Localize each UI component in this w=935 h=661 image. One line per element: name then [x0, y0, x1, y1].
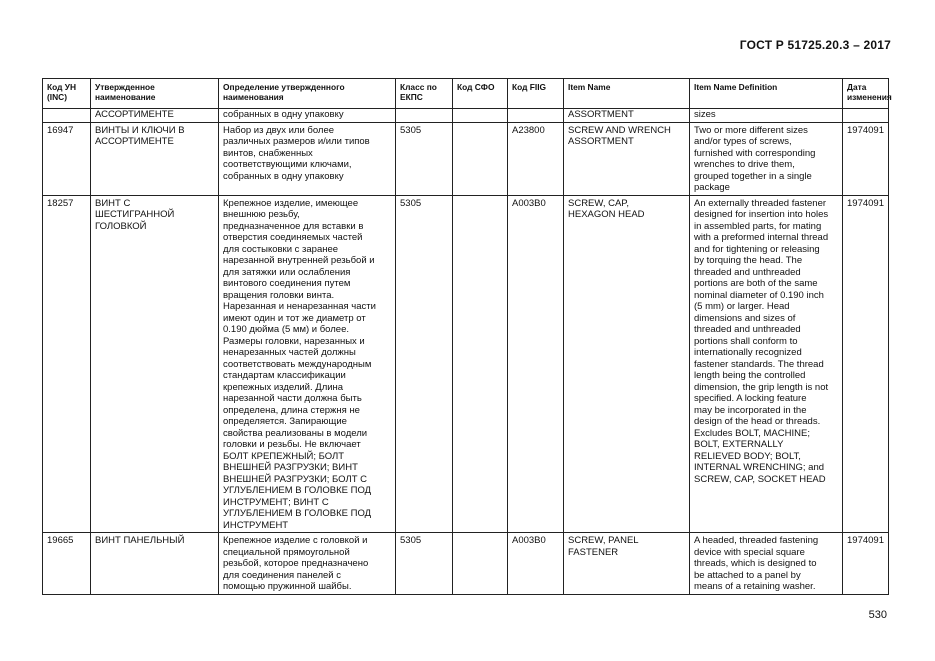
- cell-item-name: SCREW, PANEL FASTENER: [564, 533, 690, 595]
- header-fsc: Класс по ЕКПС: [396, 79, 453, 109]
- cell-date: 1974091: [843, 195, 889, 533]
- table-row-continuation: [43, 109, 889, 123]
- table-row: [43, 195, 889, 533]
- cell-sfo: [453, 109, 508, 123]
- cell-definition: Крепежное изделие, имеющее внешнюю резьбу, предназначенное для вставки в отверстия соединяемых частей для состыковки с заранее нарезанной внутренней резьбой и для затяжки или ослабления винтового соединения путем вращения головки винта. Нарезанная и ненарезанная части имеют один и тот же диаметр от 0.190 дюйма (5 мм) и более. Размеры головки, нарезанных и ненарезанных частей должны соответствовать международным стандартам классификации крепежных изделий. Длина нарезанной части должна быть определена, длина стержня не определяется. Запирающие свойства реализованы в модели головки и резьбы. Не включает БОЛТ КРЕПЕЖНЫЙ; БОЛТ ВНЕШНЕЙ РАЗГРУЗКИ; ВИНТ ВНЕШНЕЙ РАЗГРУЗКИ; БОЛТ С УГЛУБЛЕНИЕМ В ГОЛОВКЕ ПОД ИНСТРУМЕНТ; ВИНТ С УГЛУБЛЕНИЕМ В ГОЛОВКЕ ПОД ИНСТРУМЕНТ: [219, 195, 396, 533]
- cell-item-definition: A headed, threaded fastening device with special square threads, which is designed to be attached to a panel by means of a retaining washer.: [690, 533, 843, 595]
- cell-definition: Крепежное изделие с головкой и специальной прямоугольной резьбой, которое предназначено для соединения панелей с помощью пружинной шайбы.: [219, 533, 396, 595]
- cell-item-definition: Two or more different sizes and/or types of screws, furnished with corresponding wrenches to drive them, grouped together in a single package: [690, 122, 843, 195]
- document-code: ГОСТ Р 51725.20.3 – 2017: [739, 38, 891, 52]
- header-item-name: Item Name: [564, 79, 690, 109]
- cell-date: [843, 109, 889, 123]
- cell-inc: [43, 109, 91, 123]
- cell-approved-name: АССОРТИМЕНТЕ: [91, 109, 219, 123]
- cell-fsc: 5305: [396, 122, 453, 195]
- cell-item-name: ASSORTMENT: [564, 109, 690, 123]
- cell-fiig: A23800: [508, 122, 564, 195]
- cell-definition: Набор из двух или более различных размеров и/или типов винтов, снабженных соответствующими ключами, собранных в одну упаковку: [219, 122, 396, 195]
- cell-sfo: [453, 195, 508, 533]
- cell-item-name: SCREW, CAP, HEXAGON HEAD: [564, 195, 690, 533]
- header-date: Дата изменения: [843, 79, 889, 109]
- header-fiig: Код FIIG: [508, 79, 564, 109]
- cell-sfo: [453, 122, 508, 195]
- cell-fsc: 5305: [396, 195, 453, 533]
- header-definition: Определение утвержденного наименования: [219, 79, 396, 109]
- cell-inc: 16947: [43, 122, 91, 195]
- cell-fsc: 5305: [396, 533, 453, 595]
- table-row: [43, 122, 889, 195]
- header-sfo: Код СФО: [453, 79, 508, 109]
- header-inc: Код УН (INC): [43, 79, 91, 109]
- cell-sfo: [453, 533, 508, 595]
- cell-date: 1974091: [843, 533, 889, 595]
- cell-fiig: A003B0: [508, 195, 564, 533]
- cell-approved-name: ВИНТ С ШЕСТИГРАННОЙ ГОЛОВКОЙ: [91, 195, 219, 533]
- cell-definition: собранных в одну упаковку: [219, 109, 396, 123]
- header-approved-name: Утвержденное наименование: [91, 79, 219, 109]
- cell-inc: 19665: [43, 533, 91, 595]
- cell-fiig: A003B0: [508, 533, 564, 595]
- cell-item-definition: An externally threaded fastener designed for insertion into holes in assembled parts, for mating with a preformed internal thread and for tightening or releasing by torquing the head. The threaded and unthreaded portions are both of the same nominal diameter of 0.190 inch (5 mm) or larger. Head dimensions and sizes of threaded and unthreaded portions shall conform to internationally recognized fastener standards. The thread length being the controlled dimension, the grip length is not specified. A locking feature may be incorporated in the design of the head or threads. Excludes BOLT, MACHINE; BOLT, EXTERNALLY RELIEVED BODY; BOLT, INTERNAL WRENCHING; and SCREW, CAP, SOCKET HEAD: [690, 195, 843, 533]
- cell-item-definition: sizes: [690, 109, 843, 123]
- cell-fiig: [508, 109, 564, 123]
- cell-approved-name: ВИНТ ПАНЕЛЬНЫЙ: [91, 533, 219, 595]
- cell-approved-name: ВИНТЫ И КЛЮЧИ В АССОРТИМЕНТЕ: [91, 122, 219, 195]
- cell-item-name: SCREW AND WRENCH ASSORTMENT: [564, 122, 690, 195]
- cell-date: 1974091: [843, 122, 889, 195]
- cell-inc: 18257: [43, 195, 91, 533]
- header-item-definition: Item Name Definition: [690, 79, 843, 109]
- cell-fsc: [396, 109, 453, 123]
- table-header-row: [43, 79, 889, 109]
- items-table: [42, 78, 892, 595]
- page-number: 530: [868, 609, 887, 621]
- table-row: [43, 533, 889, 595]
